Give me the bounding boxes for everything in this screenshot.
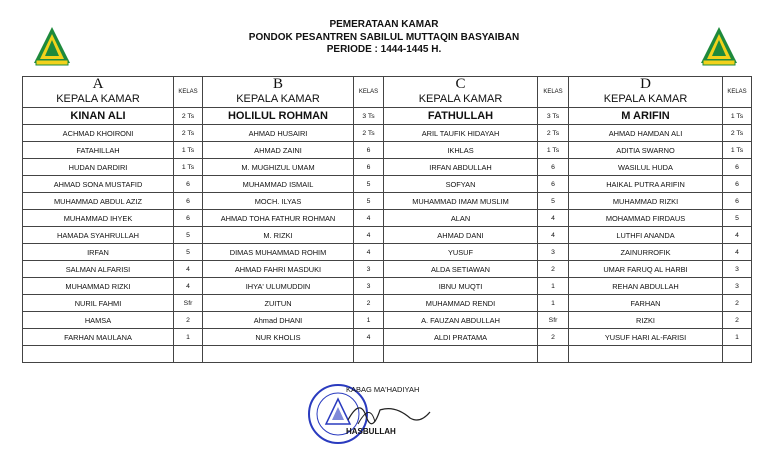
member-name: DIMAS MUHAMMAD ROHIM — [203, 244, 354, 261]
member-name: HAMADA SYAHRULLAH — [23, 227, 174, 244]
member-name: MUHAMMAD IHYEK — [23, 210, 174, 227]
member-kelas: 2 Ts — [723, 125, 752, 142]
kepala-kamar-name: KINAN ALI — [23, 108, 174, 125]
member-kelas: 6 — [723, 159, 752, 176]
kepala-kamar-kelas: 3 Ts — [354, 108, 384, 125]
member-name: YUSUF HARI AL-FARISI — [569, 329, 723, 346]
table-row — [23, 125, 752, 142]
group-letter: C — [384, 77, 538, 92]
member-name: ALDI PRATAMA — [384, 329, 538, 346]
table-row — [23, 261, 752, 278]
member-kelas: 4 — [354, 210, 384, 227]
member-kelas: 1 Ts — [723, 142, 752, 159]
institution-name: PONDOK PESANTREN SABILUL MUTTAQIN BASYAIBAN — [248, 31, 520, 43]
member-kelas: 3 — [354, 278, 384, 295]
member-kelas: 6 — [538, 159, 569, 176]
member-kelas: 2 — [354, 295, 384, 312]
member-kelas: 6 — [354, 159, 384, 176]
member-name: M. MUGHIZUL UMAM — [203, 159, 354, 176]
member-name: FARHAN — [569, 295, 723, 312]
kepala-kamar-name: FATHULLAH — [384, 108, 538, 125]
member-name: AHMAD ZAINI — [203, 142, 354, 159]
member-kelas: 2 Ts — [174, 125, 203, 142]
member-name: RIZKI — [569, 312, 723, 329]
kepala-kamar-kelas: 3 Ts — [538, 108, 569, 125]
kepala-kamar-label: KEPALA KAMAR — [384, 91, 538, 108]
member-name: ARIL TAUFIK HIDAYAH — [384, 125, 538, 142]
document-header — [0, 19, 768, 57]
member-kelas: 4 — [538, 210, 569, 227]
table-row — [23, 278, 752, 295]
table-row — [23, 312, 752, 329]
empty-cell — [384, 346, 538, 363]
member-kelas: 2 — [538, 329, 569, 346]
table-row — [23, 159, 752, 176]
member-name: ADITIA SWARNO — [569, 142, 723, 159]
empty-cell — [723, 346, 752, 363]
member-name: IHYA' ULUMUDDIN — [203, 278, 354, 295]
member-name: WASILUL HUDA — [569, 159, 723, 176]
member-kelas: 4 — [354, 329, 384, 346]
member-kelas: 4 — [723, 244, 752, 261]
table-row — [23, 193, 752, 210]
member-kelas: 1 Ts — [174, 159, 203, 176]
room-roster-table — [22, 76, 752, 363]
member-name: HAIKAL PUTRA ARIFIN — [569, 176, 723, 193]
member-name: MOCH. ILYAS — [203, 193, 354, 210]
empty-cell — [203, 346, 354, 363]
member-kelas: 1 — [723, 329, 752, 346]
member-kelas: 6 — [538, 176, 569, 193]
member-kelas: 3 — [538, 244, 569, 261]
signature-block — [300, 380, 470, 460]
member-name: A. FAUZAN ABDULLAH — [384, 312, 538, 329]
member-kelas: 1 Ts — [538, 142, 569, 159]
member-kelas: 2 — [538, 261, 569, 278]
member-name: MUHAMMAD RIZKI — [23, 278, 174, 295]
member-name: ACHMAD KHOIRONI — [23, 125, 174, 142]
member-name: ALDA SETIAWAN — [384, 261, 538, 278]
member-name: NUR KHOLIS — [203, 329, 354, 346]
member-kelas: Sfr — [174, 295, 203, 312]
member-name: REHAN ABDULLAH — [569, 278, 723, 295]
signature-title: KABAG MA'HADIYAH — [346, 385, 420, 394]
member-kelas: 6 — [354, 142, 384, 159]
member-kelas: 1 — [538, 295, 569, 312]
member-name: MUHAMMAD ISMAIL — [203, 176, 354, 193]
member-kelas: 6 — [174, 193, 203, 210]
member-kelas: 3 — [723, 278, 752, 295]
member-name: FARHAN MAULANA — [23, 329, 174, 346]
member-kelas: 1 — [354, 312, 384, 329]
member-kelas: 1 Ts — [174, 142, 203, 159]
kepala-kamar-label: KEPALA KAMAR — [203, 91, 354, 108]
member-kelas: 4 — [354, 227, 384, 244]
member-name: AHMAD DANI — [384, 227, 538, 244]
member-kelas: 5 — [174, 227, 203, 244]
member-name: IBNU MUQTI — [384, 278, 538, 295]
member-name: AHMAD HUSAIRI — [203, 125, 354, 142]
member-kelas: 4 — [174, 278, 203, 295]
kepala-kamar-name: M ARIFIN — [569, 108, 723, 125]
document-title: PEMERATAAN KAMAR — [329, 19, 439, 30]
member-kelas: 5 — [538, 193, 569, 210]
member-name: ZUITUN — [203, 295, 354, 312]
member-name: LUTHFI ANANDA — [569, 227, 723, 244]
empty-cell — [174, 346, 203, 363]
member-kelas: 3 — [354, 261, 384, 278]
member-kelas: 2 Ts — [538, 125, 569, 142]
kepala-kamar-kelas: 1 Ts — [723, 108, 752, 125]
kepala-name-row — [23, 108, 752, 125]
table-row — [23, 176, 752, 193]
table-row — [23, 227, 752, 244]
member-kelas: 2 — [723, 312, 752, 329]
member-kelas: 5 — [174, 244, 203, 261]
group-letter: D — [569, 77, 723, 92]
member-kelas: 2 — [723, 295, 752, 312]
kelas-header: KELAS — [538, 77, 569, 108]
kelas-header: KELAS — [354, 77, 384, 108]
empty-cell — [538, 346, 569, 363]
table-row — [23, 244, 752, 261]
member-name: Ahmad DHANI — [203, 312, 354, 329]
member-kelas: 2 Ts — [354, 125, 384, 142]
member-kelas: 6 — [174, 176, 203, 193]
member-name: MUHAMMAD ABDUL AZIZ — [23, 193, 174, 210]
member-name: IKHLAS — [384, 142, 538, 159]
member-name: ZAINURROFIK — [569, 244, 723, 261]
member-name: NURIL FAHMI — [23, 295, 174, 312]
member-name: HAMSA — [23, 312, 174, 329]
member-kelas: 5 — [354, 176, 384, 193]
kepala-kamar-label: KEPALA KAMAR — [23, 91, 174, 108]
kelas-header: KELAS — [174, 77, 203, 108]
member-name: YUSUF — [384, 244, 538, 261]
member-kelas: 5 — [354, 193, 384, 210]
member-kelas: 3 — [723, 261, 752, 278]
member-name: AHMAD FAHRI MASDUKI — [203, 261, 354, 278]
kepala-kamar-kelas: 2 Ts — [174, 108, 203, 125]
kelas-header: KELAS — [723, 77, 752, 108]
member-name: IRFAN — [23, 244, 174, 261]
member-kelas: 6 — [174, 210, 203, 227]
member-name: SALMAN ALFARISI — [23, 261, 174, 278]
empty-cell — [23, 346, 174, 363]
table-row — [23, 329, 752, 346]
member-name: MOHAMMAD FIRDAUS — [569, 210, 723, 227]
empty-cell — [569, 346, 723, 363]
member-kelas: 4 — [723, 227, 752, 244]
kepala-label-row — [23, 91, 752, 108]
member-name: M. RIZKI — [203, 227, 354, 244]
member-name: AHMAD TOHA FATHUR ROHMAN — [203, 210, 354, 227]
member-kelas: 4 — [538, 227, 569, 244]
member-name: AHMAD SONA MUSTAFID — [23, 176, 174, 193]
empty-row — [23, 346, 752, 363]
group-letter: B — [203, 77, 354, 92]
member-kelas: 2 — [174, 312, 203, 329]
member-name: MUHAMMAD RIZKI — [569, 193, 723, 210]
member-kelas: 1 — [174, 329, 203, 346]
member-kelas: 4 — [354, 244, 384, 261]
member-kelas: 5 — [723, 210, 752, 227]
member-name: HUDAN DARDIRI — [23, 159, 174, 176]
member-name: MUHAMMAD IMAM MUSLIM — [384, 193, 538, 210]
kepala-kamar-name: HOLILUL ROHMAN — [203, 108, 354, 125]
member-name: ALAN — [384, 210, 538, 227]
table-row — [23, 295, 752, 312]
period-label: PERIODE : 1444-1445 H. — [326, 44, 442, 55]
empty-cell — [354, 346, 384, 363]
member-kelas: 6 — [723, 193, 752, 210]
member-name: SOFYAN — [384, 176, 538, 193]
signature-name: HASBULLAH — [346, 427, 396, 436]
member-name: MUHAMMAD RENDI — [384, 295, 538, 312]
kepala-kamar-label: KEPALA KAMAR — [569, 91, 723, 108]
group-letter-row — [23, 77, 752, 92]
member-kelas: Sfr — [538, 312, 569, 329]
table-row — [23, 142, 752, 159]
member-kelas: 6 — [723, 176, 752, 193]
member-name: UMAR FARUQ AL HARBI — [569, 261, 723, 278]
member-kelas: 4 — [174, 261, 203, 278]
member-kelas: 1 — [538, 278, 569, 295]
member-name: AHMAD HAMDAN ALI — [569, 125, 723, 142]
table-row — [23, 210, 752, 227]
member-name: FATAHILLAH — [23, 142, 174, 159]
group-letter: A — [23, 77, 174, 92]
member-name: IRFAN ABDULLAH — [384, 159, 538, 176]
